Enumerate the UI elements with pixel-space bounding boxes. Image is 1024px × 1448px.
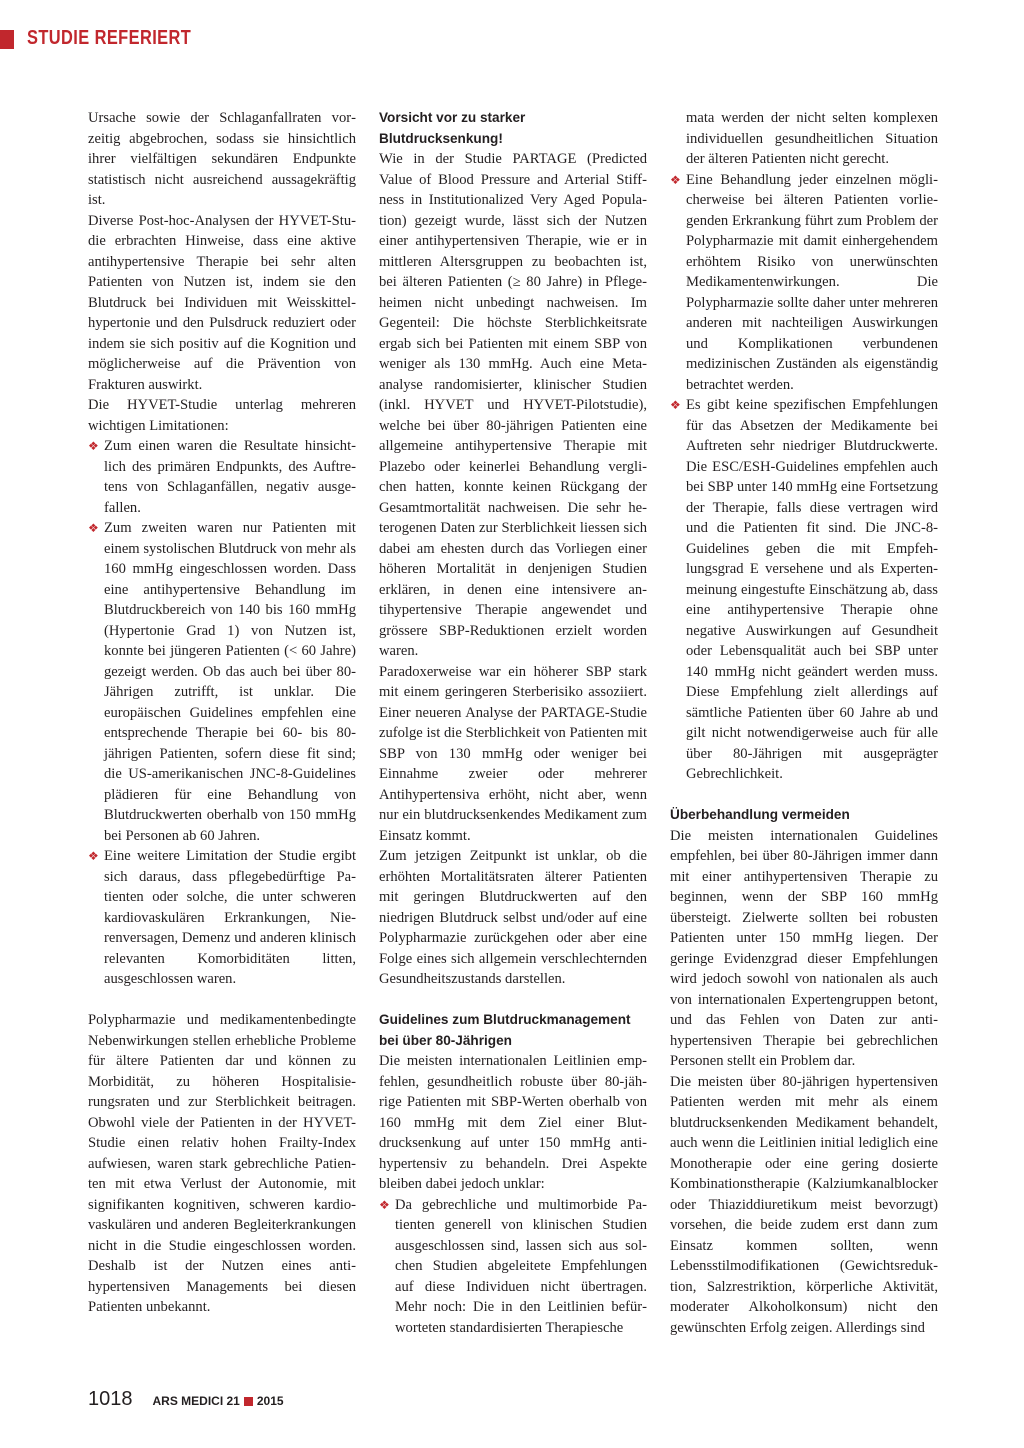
- subheading: Überbehandlung vermeiden: [670, 807, 850, 822]
- section-label: STUDIE REFERIERT: [27, 27, 192, 49]
- paragraph: Diverse Post-hoc-Analysen der HYVET-Studie erbrachten Hinweise, dass eine aktive antihypertensive Therapie bei sehr alten Patienten von Nutzen ist, indem sie den Blutdruck bei Individuen mit Weisskittelhypertonie und den Pulsdruck reduziert oder indem sie sich positiv auf die Kognition und möglicherweise auf die Prävention von Frakturen auswirkt.: [88, 212, 356, 393]
- paragraph: Die meisten internationalen Guidelines empfehlen, bei über 80-Jährigen immer dann mit einer antihypertensiven Therapie zu beginnen, wenn der SBP 160 mmHg übersteigt. Zielwerte sollten bei robusten Patienten unter 150 mmHg liegen. Der geringe Evidenzgrad dieser Empfehlungen wird jedoch sowohl von nationalen als auch von internationalen Expertengruppen betont, und das Fehlen von Daten zur antihypertensiven Therapie bei gebrechlichen Personen stellt ein Problem dar.: [670, 827, 938, 1069]
- article-column-1: [88, 108, 356, 1318]
- list-item: ❖ Eine weitere Limitation der Studie ergibt sich daraus, dass pflegebedürftige Patienten oder solche, die unter schweren kardiovaskulären Erkrankungen, Nierenversagen, Demenz und anderen klinisch relevanten Komorbiditäten litten, ausgeschlossen waren.: [88, 848, 356, 987]
- list-item: ❖ Zum einen waren die Resultate hinsichtlich des primären Endpunkts, des Auftretens von Schlaganfällen, negativ ausgefallen.: [88, 438, 356, 516]
- list-item: ❖ Es gibt keine spezifischen Empfehlungen für das Absetzen der Medikamente bei Auftreten sehr niedriger Blutdruckwerte. Die ESC/ESH-Guidelines empfehlen auch bei SBP unter 140 mmHg eine Fortsetzung der Therapie, falls diese vertragen wird und die Patienten fit sind. Die JNC-8-Guidelines geben die mit Empfehlungsgrad E versehene und als Expertenmeinung eingestufte Einschätzung ab, dass eine antihypertensive Therapie ohne negative Auswirkungen auf Gesundheit oder Lebensqualität auch bei SBP unter 140 mmHg nicht geändert werden muss. Diese Empfehlung zielt allerdings auf sämtliche Patienten über 60 Jahre ab und gilt nicht notwendigerweise auch für alle über 80-Jährigen mit ausgeprägter Gebrechlichkeit.: [670, 397, 938, 782]
- diamond-bullet-icon: ❖: [379, 1197, 390, 1212]
- paragraph: Polypharmazie und medikamentenbedingte Nebenwirkungen stellen erhebliche Probleme für ältere Patienten dar und können zu Morbidität, zu höheren Hospitalisierungsraten und zur Sterblichkeit beitragen. Obwohl viele der Patienten in der HYVET-Studie einen relativ hohen Frailty-Index aufwiesen, waren stark gebrechliche Patienten mit etwa Verlust der Autonomie, mit signifikanten kognitiven, schweren kardiovaskulären und anderen Begleiterkrankungen nicht in die Studie eingeschlossen worden. Deshalb ist der Nutzen eines antihypertensiven Managements bei diesen Patienten unbekannt.: [88, 1012, 356, 1315]
- list-item: ❖ Zum zweiten waren nur Patienten mit einem systolischen Blutdruck von mehr als 160 mmHg eingeschlossen worden. Dass eine antihypertensive Behandlung im Blutdruckbereich von 140 bis 160 mmHg (Hypertonie Grad 1) von Nutzen ist, konnte bei jüngeren Patienten (< 60 Jahre) gezeigt werden. Ob das auch bei über 80-Jährigen zutrifft, ist unklar. Die europäischen Guidelines empfehlen eine entsprechende Therapie bei 60- bis 80-jährigen Patienten, sofern diese fit sind; die US-amerikanischen JNC-8-Guidelines plädieren für eine Behandlung von Blutdruckwerten oberhalb von 150 mmHg bei Personen ab 60 Jahren.: [88, 520, 356, 844]
- diamond-bullet-icon: ❖: [88, 439, 99, 453]
- list-item: ❖ Eine Behandlung jeder einzelnen möglicherweise bei älteren Patienten vorliegenden Erkrankung führt zum Problem der Polypharmazie mit damit einhergehendem erhöhtem Risiko von unerwünschten Medikamentenwirkungen. Die Polypharmazie sollte daher unter mehreren anderen mit nachteiligen Auswirkungen und Komplikationen verbundenen medizinischen Zuständen als eigenständig betrachtet werden.: [670, 171, 938, 393]
- paragraph: Die HYVET-Studie unterlag mehreren wichtigen Limitationen:: [88, 397, 356, 434]
- diamond-bullet-icon: ❖: [670, 172, 681, 187]
- red-square-icon: [244, 1397, 253, 1406]
- diamond-bullet-icon: ❖: [670, 398, 681, 412]
- paragraph: Die meisten internationalen Leitlinien empfehlen, gesundheitlich robuste über 80-jährige Patienten mit SBP-Werten oberhalb von 160 mmHg mit dem Ziel einer Blutdrucksenkung auf unter 150 mmHg antihypertensiv zu behandeln. Drei Aspekte bleiben dabei jedoch unklar:: [379, 1053, 647, 1192]
- subheading: Guidelines zum Blutdruckmanagement bei über 80-Jährigen: [379, 1012, 631, 1048]
- paragraph: Paradoxerweise war ein höherer SBP stark mit einem geringeren Sterberisiko assoziiert. Einer neueren Analyse der PARTAGE-Studie zufolge ist die Sterblichkeit von Patienten mit SBP von 130 mmHg oder weniger bei Einnahme zweier oder mehrerer Antihypertensiva erhöht, nicht aber, wenn nur ein blutdrucksenkendes Medikament zum Einsatz kommt.: [379, 663, 647, 844]
- unclear-aspects-list: [379, 1195, 647, 1339]
- diamond-bullet-icon: ❖: [88, 849, 99, 863]
- journal-year: 2015: [256, 1394, 284, 1408]
- journal-name: ARS MEDICI 21: [152, 1394, 240, 1408]
- limitations-list: [88, 436, 356, 990]
- section-marker: [0, 30, 14, 49]
- article-column-2: [379, 108, 647, 1338]
- list-item: mata werden der nicht selten komplexen individuellen gesundheitlichen Situation der älteren Patienten nicht gerecht.: [686, 110, 938, 167]
- unclear-aspects-list-continued: [670, 108, 938, 785]
- diamond-bullet-icon: ❖: [88, 521, 99, 535]
- page-footer: [88, 1388, 284, 1411]
- subheading: Vorsicht vor zu starker Blutdrucksenkung!: [379, 110, 526, 146]
- paragraph: Die meisten über 80-jährigen hypertensiven Patienten werden mit mehr als einem blutdrucksenkenden Medikament behandelt, auch wenn die Leitlinien initial lediglich eine Monotherapie oder eine gering dosierte Kombinationstherapie (Kalziumkanalblocker oder Thiaziddiuretikum meist bevorzugt) vorsehen, die beide zudem erst dann zum Einsatz kommen sollten, wenn Lebensstilmodifikationen (Gewichtsreduktion, Salzrestriktion, körperliche Aktivität, moderater Alkoholkonsum) nicht den gewünschten Erfolg zeigen. Allerdings sind: [670, 1073, 938, 1336]
- paragraph: Ursache sowie der Schlaganfallraten vorzeitig abgebrochen, sodass sie hinsichtlich ihrer vielfältigen sekundären Endpunkte statistisch nicht ausreichend aussagekräftig ist.: [88, 110, 356, 208]
- paragraph: Wie in der Studie PARTAGE (Predicted Value of Blood Pressure and Arterial Stiffness in Institutionalized Very Aged Population) gezeigt wurde, lässt sich der Nutzen einer antihypertensiven Therapie, wie er in mittleren Altersgruppen zu beobachten ist, bei älteren Patienten (≥ 80 Jahre) in Pflegeheimen nicht unbedingt nachweisen. Im Gegenteil: Die höchste Sterblichkeitsrate ergab sich bei Patienten mit einem SBP von weniger als 130 mmHg. Auch eine Metaanalyse randomisierter, klinischer Studien (inkl. HYVET und HYVET-Pilotstudie), welche bei über 80-jährigen Patienten eine allgemeine antihypertensive Therapie mit Plazebo oder keinerlei Behandlung verglichen hatten, konnte keinen Rückgang der Gesamtmortalität nachweisen. Die sehr heterogenen Daten zur Sterblichkeit liessen sich dabei am ehesten durch das Vorliegen einer höheren Mortalität in denjenigen Studien erklären, in denen eine intensivere antihypertensive Therapie angewendet und grössere SBP-Reduktionen erzielt worden waren.: [379, 151, 647, 659]
- page-number: 1018: [88, 1388, 133, 1410]
- article-column-3: [670, 108, 938, 1338]
- journal-info: [153, 1394, 284, 1408]
- paragraph: Zum jetzigen Zeitpunkt ist unklar, ob die erhöhten Mortalitätsraten älterer Patienten mit geringen Blutdruckwerten auf den niedrigen Blutdruck selbst und/oder auf eine Polypharmazie zurückgehen oder aber eine Folge eines sich allgemein verschlechternden Gesundheitszustands darstellen.: [379, 848, 647, 987]
- list-item: ❖ Da gebrechliche und multimorbide Patienten generell von klinischen Studien ausgeschlossen sind, lassen sich aus solchen Studien abgeleitete Empfehlungen auf diese Individuen nicht übertragen. Mehr noch: Die in den Leitlinien befürworteten standardisierten Therapiesche: [379, 1196, 647, 1336]
